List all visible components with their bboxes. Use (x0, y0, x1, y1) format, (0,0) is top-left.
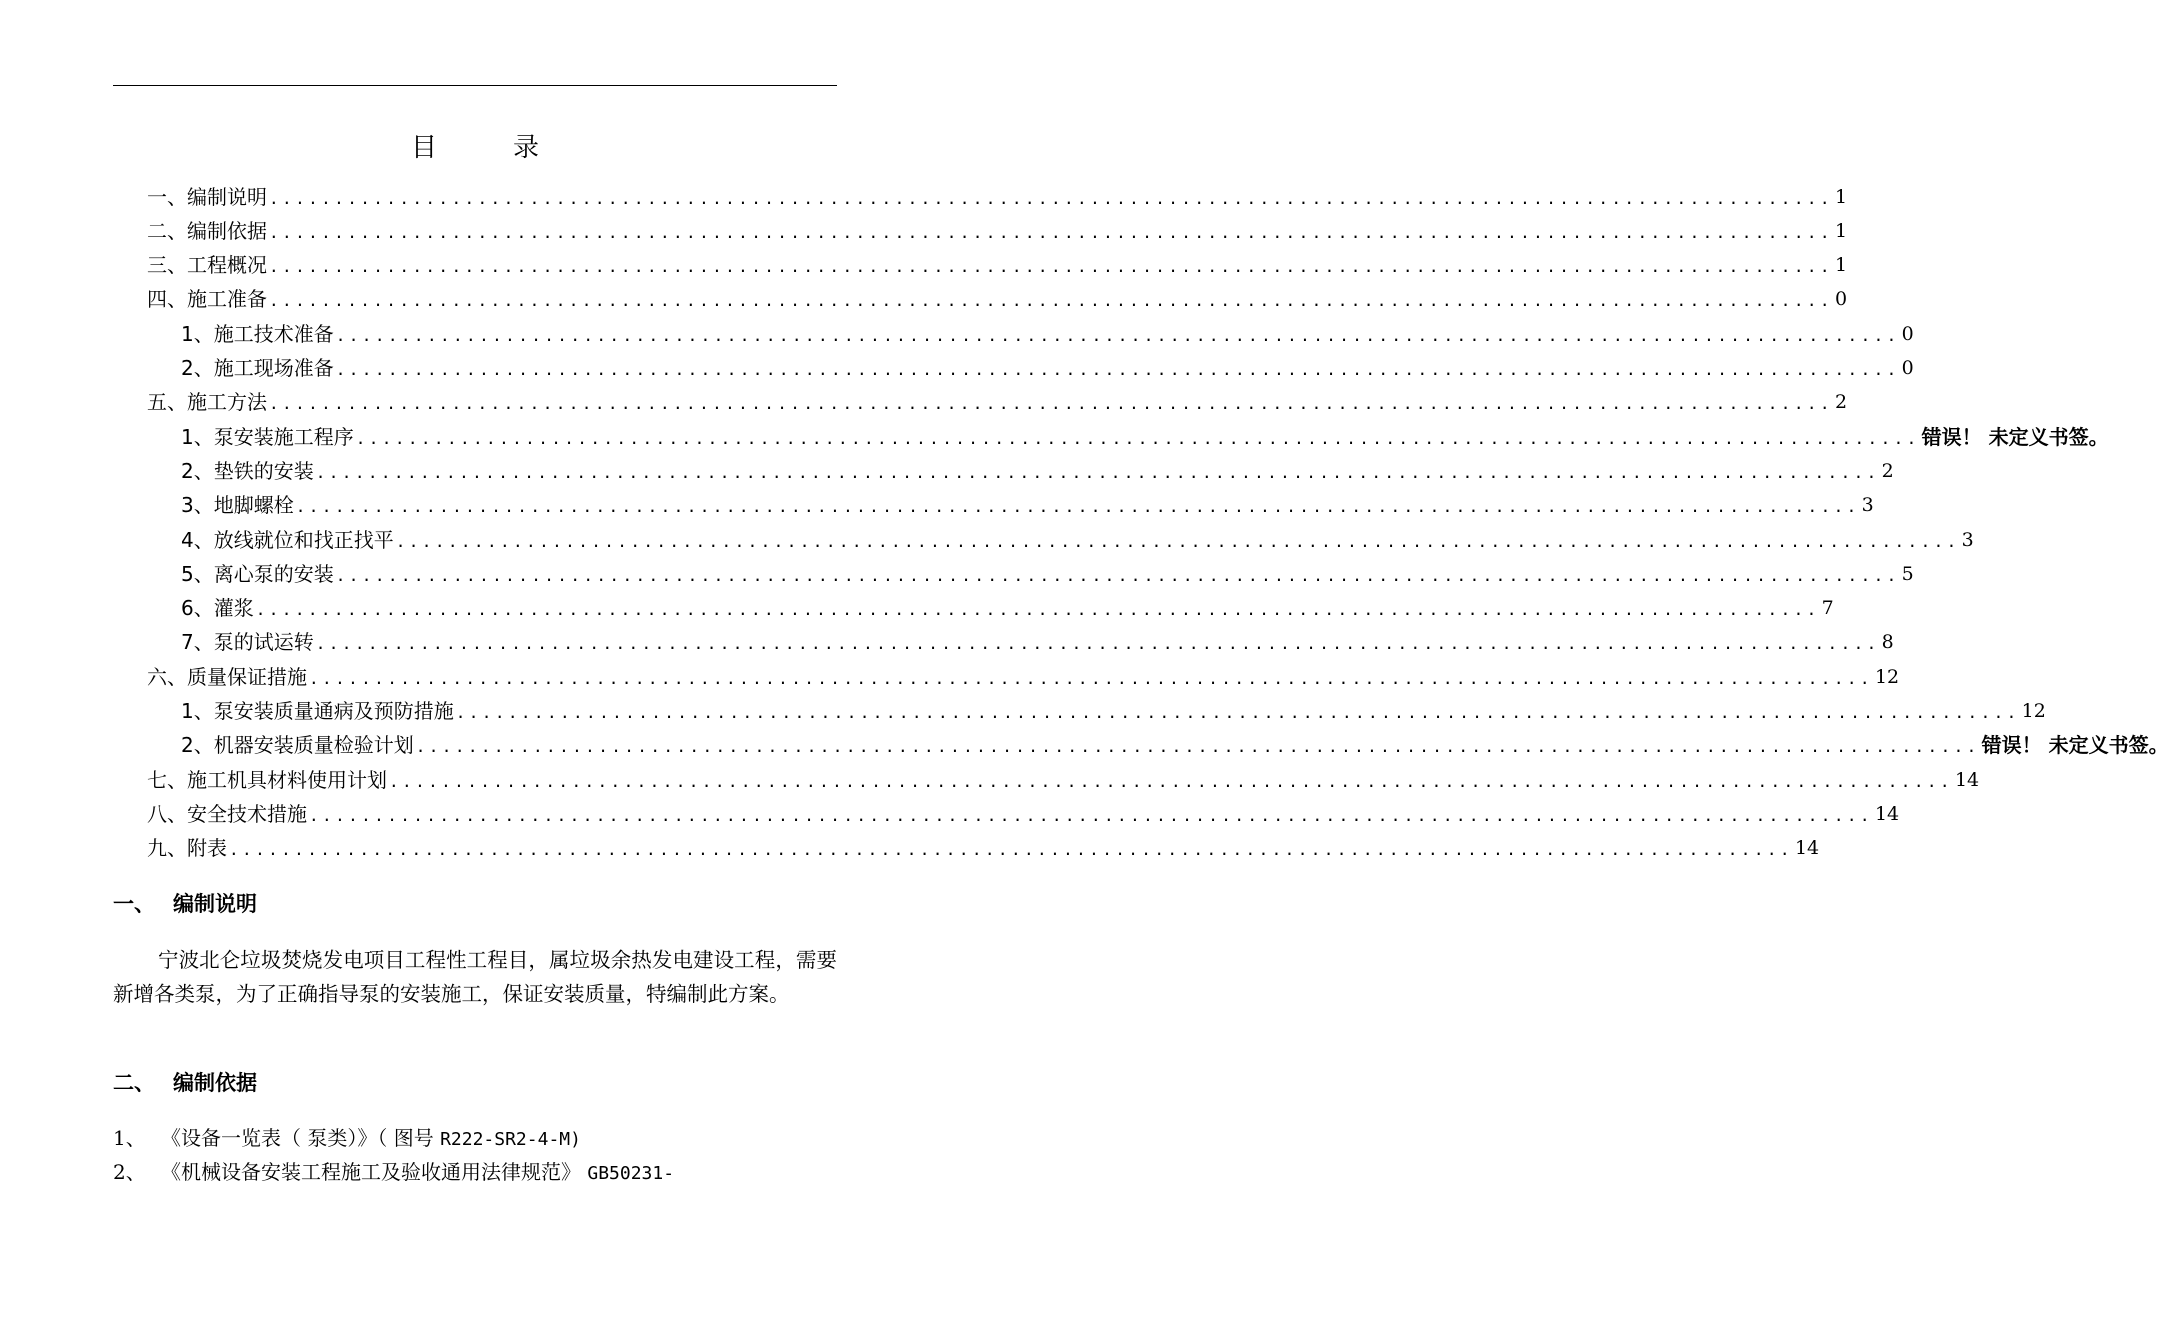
toc-entry-label: 泵的试运转 (213, 630, 314, 654)
toc-entry-label: 安全技术措施 (187, 802, 307, 826)
toc-leader-dots: ........................................................................................................................ (229, 840, 1793, 859)
toc-leader-dots: ........................................................................................................................ (335, 360, 1900, 379)
toc-leader-dots: ........................................................................................................................ (415, 737, 1980, 756)
reference-code: GB50231- (587, 1163, 675, 1184)
toc-entry-label: 施工现场准备 (213, 356, 334, 380)
section-heading-1 (113, 889, 257, 919)
toc-entry[interactable] (181, 317, 1914, 351)
toc-leader-dots: ........................................................................................................................ (269, 257, 1833, 276)
toc-entry-number: 五、 (147, 390, 187, 414)
reference-item (113, 1123, 581, 1155)
toc-title (0, 130, 950, 166)
toc-entry-page: 7 (1821, 597, 1834, 619)
toc-entry-number: 4、 (181, 528, 214, 552)
toc-entry[interactable] (147, 831, 1820, 865)
toc-entry-number: 1、 (181, 322, 214, 346)
reference-number: 2、 (113, 1160, 146, 1184)
toc-entry-label: 质量保证措施 (187, 665, 307, 689)
toc-entry-page: 1 (1834, 186, 1848, 208)
reference-code: R222-SR2-4-M) (440, 1129, 581, 1150)
toc-entry-number: 3、 (181, 493, 214, 517)
toc-entry-label: 地脚螺栓 (213, 493, 294, 517)
toc-entry[interactable] (147, 797, 1900, 831)
toc-entry[interactable] (181, 454, 1894, 488)
section-number: 二、 (113, 1071, 155, 1095)
toc-entry-label: 施工方法 (187, 390, 267, 414)
toc-entry-label: 施工技术准备 (213, 322, 334, 346)
header-rule (113, 85, 837, 86)
toc-leader-dots: ........................................................................................................................ (309, 806, 1873, 825)
section-title: 编制说明 (173, 892, 257, 916)
toc-entry-label: 垫铁的安装 (213, 459, 314, 483)
toc-entry[interactable] (181, 557, 1914, 591)
toc-entry-page: 5 (1901, 563, 1914, 585)
toc-entry-page: 错误！ 未定义书签。 (1981, 733, 2169, 757)
toc-entry-label: 离心泵的安装 (213, 562, 334, 586)
reference-text: 《机械设备安装工程施工及验收通用法律规范》 (161, 1160, 581, 1184)
toc-leader-dots: ........................................................................................................................ (255, 600, 1820, 619)
toc-entry-label: 泵安装施工程序 (213, 425, 354, 449)
toc-entry-page: 错误！ 未定义书签。 (1921, 425, 2109, 449)
toc-leader-dots: ........................................................................................................................ (269, 223, 1833, 242)
toc-entry-number: 5、 (181, 562, 214, 586)
toc-entry-page: 0 (1901, 323, 1914, 345)
section-title: 编制依据 (173, 1071, 257, 1095)
toc-entry-number: 八、 (147, 802, 187, 826)
toc-entry-number: 二、 (147, 219, 187, 243)
toc-entry[interactable] (181, 523, 1974, 557)
toc-entry[interactable] (181, 488, 1874, 522)
toc-entry-page: 2 (1881, 460, 1894, 482)
section-number: 一、 (113, 892, 155, 916)
toc-entry-page: 12 (2021, 700, 2046, 722)
toc-title-left: 目 (410, 133, 437, 163)
toc-entry-number: 四、 (147, 287, 187, 311)
toc-entry-number: 2、 (181, 733, 214, 757)
toc-leader-dots: ........................................................................................................................ (269, 394, 1833, 413)
toc-leader-dots: ........................................................................................................................ (395, 532, 1960, 551)
toc-leader-dots: ........................................................................................................................ (269, 189, 1833, 208)
toc-entry-page: 0 (1901, 357, 1914, 379)
toc-entry-page: 3 (1961, 529, 1974, 551)
toc-entry-number: 2、 (181, 459, 214, 483)
toc-entry[interactable] (181, 694, 2046, 728)
toc-entry-page: 12 (1874, 666, 1900, 688)
toc-entry-page: 8 (1881, 631, 1894, 653)
toc-entry-number: 六、 (147, 665, 187, 689)
toc-leader-dots: ........................................................................................................................ (309, 669, 1873, 688)
toc-entry[interactable] (181, 420, 2109, 454)
toc-entry[interactable] (147, 660, 1900, 694)
toc-entry-label: 附表 (187, 836, 227, 860)
toc-title-right: 录 (513, 133, 540, 163)
toc-entry-page: 2 (1834, 391, 1848, 413)
toc-leader-dots: ........................................................................................................................ (315, 463, 1880, 482)
toc-entry-label: 施工机具材料使用计划 (187, 768, 387, 792)
toc-entry-label: 施工准备 (187, 287, 267, 311)
toc-entry-number: 九、 (147, 836, 187, 860)
toc-entry-page: 14 (1874, 803, 1900, 825)
reference-item (113, 1157, 674, 1189)
toc-entry-number: 一、 (147, 185, 187, 209)
toc-entry[interactable] (181, 625, 1894, 659)
toc-entry[interactable] (181, 351, 1914, 385)
toc-leader-dots: ........................................................................................................................ (355, 429, 1920, 448)
toc-entry-label: 编制依据 (187, 219, 267, 243)
toc-entry-label: 放线就位和找正找平 (213, 528, 394, 552)
toc-leader-dots: ........................................................................................................................ (335, 566, 1900, 585)
section-1-paragraph: 宁波北仑垃圾焚烧发电项目工程性工程目，属垃圾余热发电建设工程，需要新增各类泵，为了正确指导泵的安装施工，保证安装质量，特编制此方案。 (113, 948, 837, 1006)
toc-entry-number: 6、 (181, 596, 214, 620)
toc-entry[interactable] (181, 728, 2169, 762)
toc-entry-page: 14 (1954, 769, 1980, 791)
toc-entry-label: 泵安装质量通病及预防措施 (213, 699, 454, 723)
toc-entry-page: 3 (1861, 494, 1874, 516)
toc-entry-page: 1 (1834, 220, 1848, 242)
toc-entry-label: 编制说明 (187, 185, 267, 209)
toc-entry[interactable] (147, 214, 1848, 248)
toc-entry[interactable] (147, 385, 1848, 419)
toc-entry-number: 1、 (181, 699, 214, 723)
toc-entry-number: 2、 (181, 356, 214, 380)
toc-entry-label: 机器安装质量检验计划 (213, 733, 414, 757)
toc-entry-page: 14 (1794, 837, 1820, 859)
toc-entry[interactable] (181, 591, 1834, 625)
toc-leader-dots: ........................................................................................................................ (269, 291, 1833, 310)
toc-entry-number: 7、 (181, 630, 214, 654)
reference-number: 1、 (113, 1126, 146, 1150)
toc-entry-number: 三、 (147, 253, 187, 277)
section-heading-2 (113, 1068, 257, 1098)
toc-entry-number: 七、 (147, 768, 187, 792)
toc-entry[interactable] (147, 763, 1980, 797)
toc-entry-page: 0 (1834, 288, 1848, 310)
toc-leader-dots: ........................................................................................................................ (315, 634, 1880, 653)
toc-entry-label: 灌浆 (213, 596, 254, 620)
toc-leader-dots: ........................................................................................................................ (389, 772, 1953, 791)
toc-entry-page: 1 (1834, 254, 1848, 276)
toc-entry[interactable] (147, 248, 1848, 282)
toc-entry-number: 1、 (181, 425, 214, 449)
toc-entry[interactable] (147, 180, 1848, 214)
toc-leader-dots: ........................................................................................................................ (455, 703, 2020, 722)
toc-leader-dots: ........................................................................................................................ (295, 497, 1860, 516)
toc-entry[interactable] (147, 282, 1848, 316)
toc-entry-label: 工程概况 (187, 253, 267, 277)
toc-leader-dots: ........................................................................................................................ (335, 326, 1900, 345)
reference-text: 《设备一览表（ 泵类）》（ 图号 (161, 1126, 434, 1150)
